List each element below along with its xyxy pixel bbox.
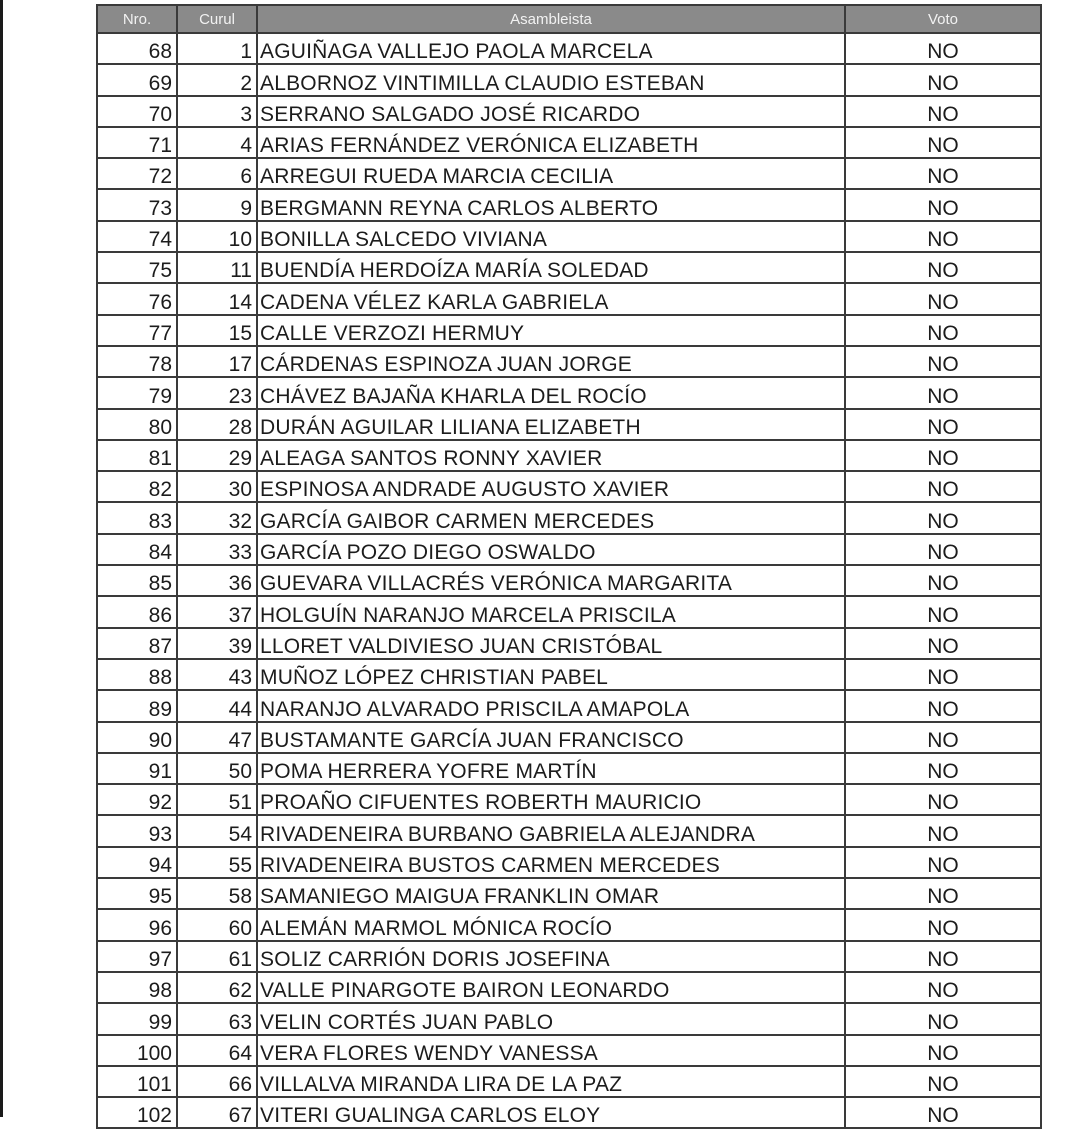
cell-curul: 29	[177, 440, 257, 471]
cell-curul: 58	[177, 878, 257, 909]
cell-asambleista: VERA FLORES WENDY VANESSA	[257, 1035, 845, 1066]
cell-curul: 43	[177, 659, 257, 690]
cell-asambleista: DURÁN AGUILAR LILIANA ELIZABETH	[257, 409, 845, 440]
cell-voto: NO	[845, 941, 1041, 972]
cell-curul: 28	[177, 409, 257, 440]
cell-asambleista: CHÁVEZ BAJAÑA KHARLA DEL ROCÍO	[257, 377, 845, 408]
table-row	[97, 972, 1041, 1003]
cell-curul: 9	[177, 189, 257, 220]
table-row	[97, 659, 1041, 690]
cell-voto: NO	[845, 283, 1041, 314]
cell-voto: NO	[845, 64, 1041, 95]
cell-asambleista: ARREGUI RUEDA MARCIA CECILIA	[257, 158, 845, 189]
table-row	[97, 33, 1041, 64]
cell-nro: 92	[97, 784, 177, 815]
table-row	[97, 346, 1041, 377]
cell-voto: NO	[845, 628, 1041, 659]
column-header-curul: Curul	[177, 5, 257, 33]
cell-asambleista: GARCÍA GAIBOR CARMEN MERCEDES	[257, 502, 845, 533]
cell-voto: NO	[845, 221, 1041, 252]
cell-voto: NO	[845, 471, 1041, 502]
cell-nro: 101	[97, 1066, 177, 1097]
cell-curul: 23	[177, 377, 257, 408]
cell-asambleista: POMA HERRERA YOFRE MARTÍN	[257, 753, 845, 784]
cell-voto: NO	[845, 1097, 1041, 1128]
cell-voto: NO	[845, 1003, 1041, 1034]
cell-curul: 14	[177, 283, 257, 314]
table-row	[97, 1003, 1041, 1034]
table-row	[97, 64, 1041, 95]
cell-asambleista: BONILLA SALCEDO VIVIANA	[257, 221, 845, 252]
cell-nro: 85	[97, 565, 177, 596]
cell-curul: 66	[177, 1066, 257, 1097]
cell-asambleista: GARCÍA POZO DIEGO OSWALDO	[257, 534, 845, 565]
table-row	[97, 409, 1041, 440]
cell-curul: 67	[177, 1097, 257, 1128]
table-row	[97, 377, 1041, 408]
table-row	[97, 565, 1041, 596]
table-row	[97, 158, 1041, 189]
cell-nro: 96	[97, 909, 177, 940]
cell-asambleista: BUENDÍA HERDOÍZA MARÍA SOLEDAD	[257, 252, 845, 283]
cell-nro: 90	[97, 722, 177, 753]
cell-voto: NO	[845, 784, 1041, 815]
page-edge-divider	[0, 0, 3, 1117]
cell-nro: 88	[97, 659, 177, 690]
cell-nro: 100	[97, 1035, 177, 1066]
cell-nro: 84	[97, 534, 177, 565]
cell-nro: 78	[97, 346, 177, 377]
cell-voto: NO	[845, 158, 1041, 189]
cell-nro: 79	[97, 377, 177, 408]
cell-curul: 44	[177, 690, 257, 721]
cell-nro: 86	[97, 596, 177, 627]
cell-curul: 33	[177, 534, 257, 565]
table-row	[97, 96, 1041, 127]
cell-nro: 89	[97, 690, 177, 721]
cell-nro: 76	[97, 283, 177, 314]
table-row	[97, 784, 1041, 815]
column-header-asambleista: Asambleista	[257, 5, 845, 33]
cell-voto: NO	[845, 346, 1041, 377]
cell-curul: 37	[177, 596, 257, 627]
cell-asambleista: VILLALVA MIRANDA LIRA DE LA PAZ	[257, 1066, 845, 1097]
cell-nro: 99	[97, 1003, 177, 1034]
cell-nro: 97	[97, 941, 177, 972]
cell-curul: 11	[177, 252, 257, 283]
cell-nro: 95	[97, 878, 177, 909]
cell-nro: 93	[97, 815, 177, 846]
cell-asambleista: SOLIZ CARRIÓN DORIS JOSEFINA	[257, 941, 845, 972]
table-row	[97, 628, 1041, 659]
table-row	[97, 722, 1041, 753]
cell-asambleista: CADENA VÉLEZ KARLA GABRIELA	[257, 283, 845, 314]
cell-curul: 15	[177, 315, 257, 346]
table-row	[97, 127, 1041, 158]
cell-voto: NO	[845, 127, 1041, 158]
table-row	[97, 189, 1041, 220]
cell-voto: NO	[845, 596, 1041, 627]
cell-voto: NO	[845, 502, 1041, 533]
table-row	[97, 941, 1041, 972]
cell-voto: NO	[845, 878, 1041, 909]
table-row	[97, 534, 1041, 565]
cell-voto: NO	[845, 565, 1041, 596]
cell-asambleista: NARANJO ALVARADO PRISCILA AMAPOLA	[257, 690, 845, 721]
cell-asambleista: ESPINOSA ANDRADE AUGUSTO XAVIER	[257, 471, 845, 502]
cell-asambleista: HOLGUÍN NARANJO MARCELA PRISCILA	[257, 596, 845, 627]
cell-nro: 82	[97, 471, 177, 502]
cell-nro: 73	[97, 189, 177, 220]
cell-curul: 51	[177, 784, 257, 815]
cell-nro: 69	[97, 64, 177, 95]
column-header-nro: Nro.	[97, 5, 177, 33]
table-row	[97, 878, 1041, 909]
cell-asambleista: BERGMANN REYNA CARLOS ALBERTO	[257, 189, 845, 220]
cell-curul: 30	[177, 471, 257, 502]
vote-table-header	[97, 5, 1041, 33]
cell-asambleista: ALEAGA SANTOS RONNY XAVIER	[257, 440, 845, 471]
column-header-voto: Voto	[845, 5, 1041, 33]
cell-asambleista: GUEVARA VILLACRÉS VERÓNICA MARGARITA	[257, 565, 845, 596]
cell-voto: NO	[845, 909, 1041, 940]
cell-curul: 64	[177, 1035, 257, 1066]
cell-nro: 98	[97, 972, 177, 1003]
cell-nro: 80	[97, 409, 177, 440]
cell-asambleista: VITERI GUALINGA CARLOS ELOY	[257, 1097, 845, 1128]
cell-curul: 39	[177, 628, 257, 659]
cell-voto: NO	[845, 252, 1041, 283]
cell-asambleista: RIVADENEIRA BURBANO GABRIELA ALEJANDRA	[257, 815, 845, 846]
cell-curul: 54	[177, 815, 257, 846]
header-row	[97, 5, 1041, 33]
cell-voto: NO	[845, 1066, 1041, 1097]
cell-curul: 50	[177, 753, 257, 784]
cell-curul: 62	[177, 972, 257, 1003]
cell-voto: NO	[845, 815, 1041, 846]
cell-asambleista: ALBORNOZ VINTIMILLA CLAUDIO ESTEBAN	[257, 64, 845, 95]
cell-voto: NO	[845, 753, 1041, 784]
cell-curul: 2	[177, 64, 257, 95]
cell-curul: 36	[177, 565, 257, 596]
cell-asambleista: VALLE PINARGOTE BAIRON LEONARDO	[257, 972, 845, 1003]
cell-voto: NO	[845, 722, 1041, 753]
table-row	[97, 753, 1041, 784]
cell-curul: 4	[177, 127, 257, 158]
table-row	[97, 315, 1041, 346]
cell-curul: 1	[177, 33, 257, 64]
cell-voto: NO	[845, 659, 1041, 690]
cell-nro: 75	[97, 252, 177, 283]
cell-curul: 32	[177, 502, 257, 533]
cell-voto: NO	[845, 534, 1041, 565]
cell-nro: 68	[97, 33, 177, 64]
cell-voto: NO	[845, 1035, 1041, 1066]
cell-curul: 47	[177, 722, 257, 753]
cell-nro: 81	[97, 440, 177, 471]
cell-nro: 102	[97, 1097, 177, 1128]
cell-asambleista: SAMANIEGO MAIGUA FRANKLIN OMAR	[257, 878, 845, 909]
cell-nro: 91	[97, 753, 177, 784]
cell-nro: 83	[97, 502, 177, 533]
cell-voto: NO	[845, 409, 1041, 440]
vote-table-body	[97, 33, 1041, 1128]
cell-asambleista: ARIAS FERNÁNDEZ VERÓNICA ELIZABETH	[257, 127, 845, 158]
cell-asambleista: MUÑOZ LÓPEZ CHRISTIAN PABEL	[257, 659, 845, 690]
cell-nro: 72	[97, 158, 177, 189]
cell-nro: 74	[97, 221, 177, 252]
table-row	[97, 690, 1041, 721]
vote-table	[96, 4, 1042, 1129]
cell-curul: 6	[177, 158, 257, 189]
cell-asambleista: CALLE VERZOZI HERMUY	[257, 315, 845, 346]
table-row	[97, 815, 1041, 846]
table-row	[97, 1097, 1041, 1128]
cell-nro: 87	[97, 628, 177, 659]
cell-asambleista: RIVADENEIRA BUSTOS CARMEN MERCEDES	[257, 847, 845, 878]
cell-voto: NO	[845, 189, 1041, 220]
cell-voto: NO	[845, 847, 1041, 878]
cell-voto: NO	[845, 690, 1041, 721]
table-row	[97, 1066, 1041, 1097]
vote-sheet	[96, 4, 1040, 1129]
table-row	[97, 502, 1041, 533]
cell-asambleista: ALEMÁN MARMOL MÓNICA ROCÍO	[257, 909, 845, 940]
table-row	[97, 596, 1041, 627]
cell-voto: NO	[845, 96, 1041, 127]
cell-nro: 77	[97, 315, 177, 346]
table-row	[97, 283, 1041, 314]
table-row	[97, 440, 1041, 471]
cell-voto: NO	[845, 315, 1041, 346]
table-row	[97, 1035, 1041, 1066]
table-row	[97, 252, 1041, 283]
cell-voto: NO	[845, 440, 1041, 471]
cell-nro: 94	[97, 847, 177, 878]
cell-asambleista: VELIN CORTÉS JUAN PABLO	[257, 1003, 845, 1034]
cell-asambleista: LLORET VALDIVIESO JUAN CRISTÓBAL	[257, 628, 845, 659]
table-row	[97, 847, 1041, 878]
cell-nro: 70	[97, 96, 177, 127]
cell-asambleista: PROAÑO CIFUENTES ROBERTH MAURICIO	[257, 784, 845, 815]
cell-asambleista: CÁRDENAS ESPINOZA JUAN JORGE	[257, 346, 845, 377]
cell-curul: 55	[177, 847, 257, 878]
cell-voto: NO	[845, 33, 1041, 64]
cell-asambleista: AGUIÑAGA VALLEJO PAOLA MARCELA	[257, 33, 845, 64]
cell-curul: 60	[177, 909, 257, 940]
cell-curul: 10	[177, 221, 257, 252]
cell-curul: 3	[177, 96, 257, 127]
cell-curul: 61	[177, 941, 257, 972]
table-row	[97, 471, 1041, 502]
cell-asambleista: SERRANO SALGADO JOSÉ RICARDO	[257, 96, 845, 127]
cell-asambleista: BUSTAMANTE GARCÍA JUAN FRANCISCO	[257, 722, 845, 753]
table-row	[97, 221, 1041, 252]
table-row	[97, 909, 1041, 940]
cell-voto: NO	[845, 377, 1041, 408]
cell-curul: 17	[177, 346, 257, 377]
cell-nro: 71	[97, 127, 177, 158]
cell-curul: 63	[177, 1003, 257, 1034]
cell-voto: NO	[845, 972, 1041, 1003]
